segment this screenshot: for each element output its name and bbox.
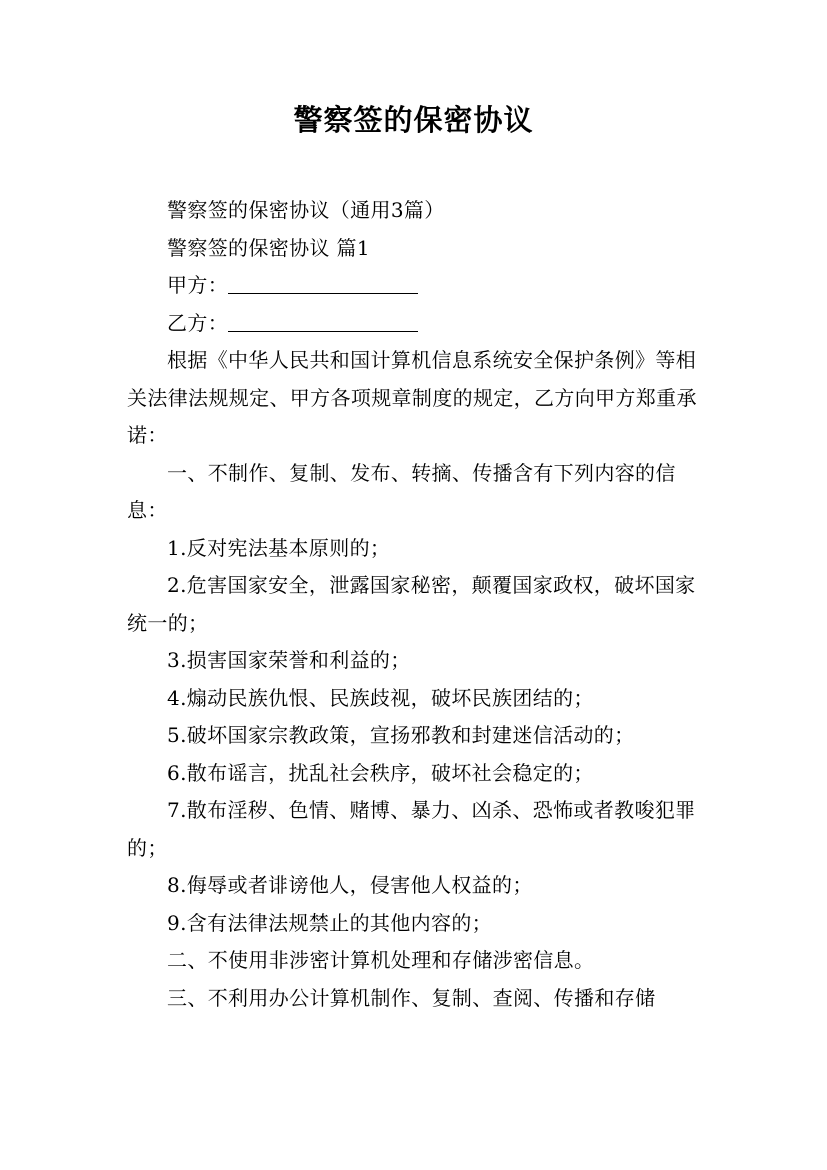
list-item: 6.散布谣言，扰乱社会秩序，破坏社会稳定的； <box>167 760 594 785</box>
subtitle-line: 警察签的保密协议（通用3篇） <box>167 198 445 222</box>
clause-1: 一、不制作、复制、发布、转摘、传播含有下列内容的信息： <box>127 460 676 522</box>
party-a-blank <box>228 271 418 294</box>
list-item: 5.破坏国家宗教政策，宣扬邪教和封建迷信活动的； <box>167 723 635 747</box>
list-item: 9.含有法律法规禁止的其他内容的； <box>167 910 493 935</box>
clause-2: 二、不使用非涉密计算机处理和存储涉密信息。 <box>167 948 595 972</box>
list-item: 1.反对宪法基本原则的； <box>167 535 391 560</box>
section-heading: 警察签的保密协议 篇1 <box>167 235 370 260</box>
list-item: 7.散布淫秽、色情、赌博、暴力、凶杀、恐怖或者教唆犯罪的； <box>127 798 696 860</box>
party-b-blank <box>228 309 418 332</box>
list-item: 8.侮辱或者诽谤他人，侵害他人权益的； <box>167 873 533 897</box>
document-body <box>127 192 707 1017</box>
intro-paragraph: 根据《中华人民共和国计算机信息系统安全保护条例》等相关法律法规规定、甲方各项规章制度的规定，乙方向甲方郑重承诺： <box>127 348 697 447</box>
list-item: 2.危害国家安全，泄露国家秘密，颠覆国家政权，破坏国家统一的； <box>127 573 696 635</box>
party-b-label: 乙方： <box>167 310 229 335</box>
party-a-label: 甲方： <box>167 273 229 297</box>
party-a-line <box>127 267 707 305</box>
list-item: 3.损害国家荣誉和利益的； <box>167 648 411 672</box>
party-b-line <box>127 305 707 343</box>
list-item: 4.煽动民族仇恨、民族歧视，破坏民族团结的； <box>167 685 594 710</box>
clause-3: 三、不利用办公计算机制作、复制、查阅、传播和存储 <box>167 985 656 1010</box>
document-title: 警察签的保密协议 <box>293 103 534 137</box>
